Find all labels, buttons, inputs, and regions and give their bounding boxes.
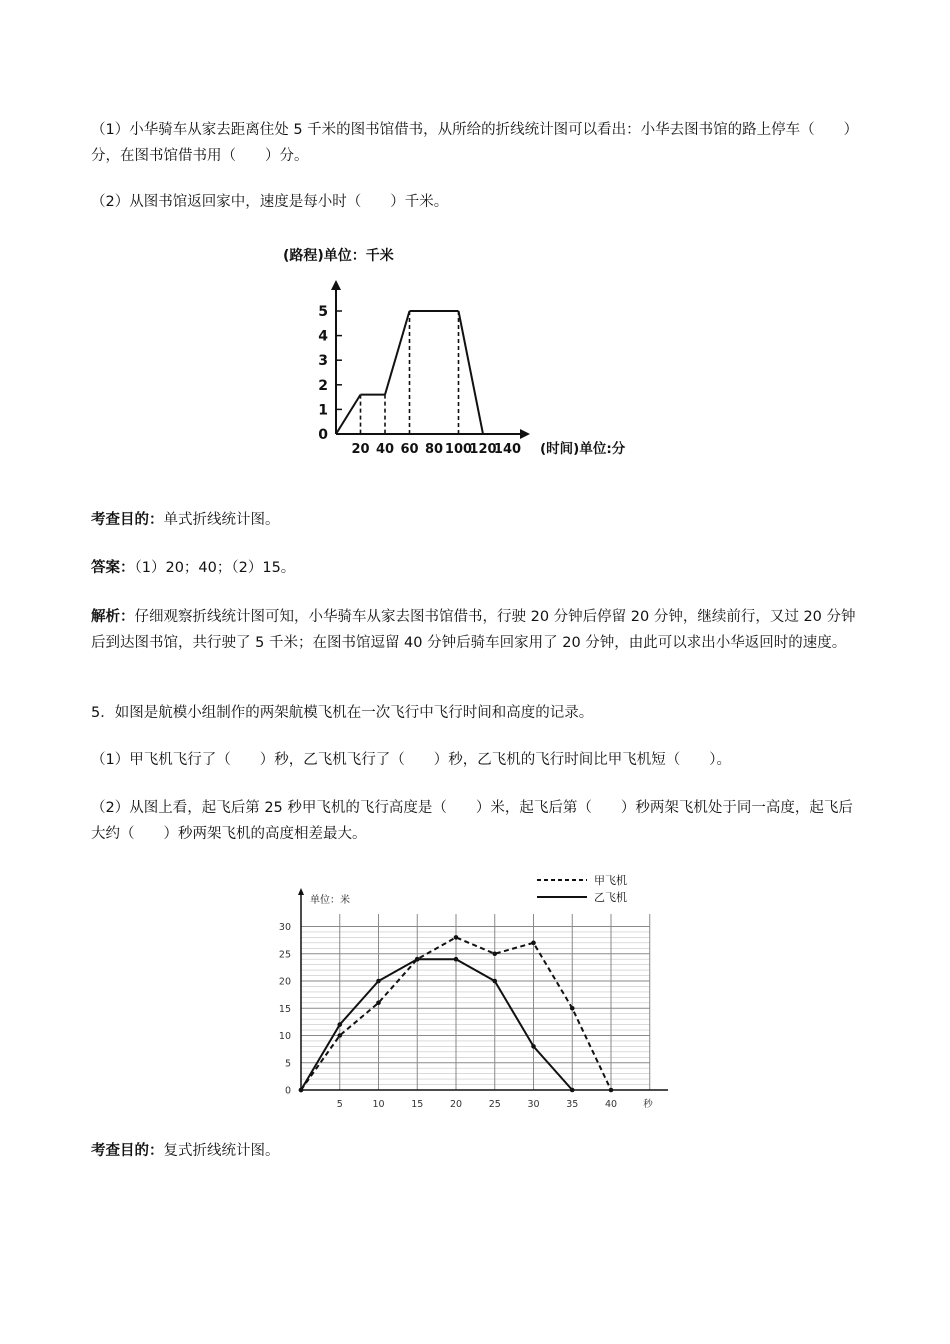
data-point-yi	[415, 957, 420, 962]
answer-label: 答案：	[91, 560, 135, 576]
x-tick-label: 30	[527, 1099, 540, 1110]
legend-label-yi: 乙飞机	[594, 891, 627, 904]
y-tick-label: 15	[278, 1003, 291, 1015]
x-tick-label: 20	[449, 1099, 463, 1110]
purpose-text: 单式折线统计图。	[163, 512, 280, 528]
line-segment	[385, 311, 410, 395]
data-point-yi	[492, 979, 497, 984]
x-tick-label: 40	[604, 1099, 618, 1110]
answer-text: （1）20；40；（2）15。	[134, 560, 296, 576]
x-tick-label: 20	[351, 442, 370, 457]
y-tick-label: 5	[284, 1058, 291, 1070]
purpose-label: 考查目的：	[91, 1143, 164, 1159]
x-tick-label: 5	[336, 1099, 343, 1110]
distance-time-chart	[275, 238, 675, 458]
x-tick-label: 80	[424, 442, 444, 457]
data-point-jia	[492, 951, 497, 956]
data-point-yi	[376, 979, 381, 984]
data-point-jia	[454, 935, 459, 940]
data-point-jia	[531, 941, 536, 946]
x-tick-label: 10	[372, 1099, 385, 1110]
x-tick-label: 100	[444, 442, 473, 457]
y-axis-label: (路程)单位：千米	[283, 248, 394, 264]
y-tick-label: 20	[278, 976, 291, 988]
x-tick-label: 40	[375, 442, 395, 457]
data-point-jia	[376, 1001, 381, 1006]
q4-part2: （2）从图书馆返回家中，速度是每小时（ ）千米。	[91, 194, 449, 210]
y-tick-label: 5	[318, 304, 328, 320]
data-point-yi	[454, 957, 459, 962]
y-tick-label: 2	[318, 377, 328, 394]
q5-intro: 5．如图是航模小组制作的两架航模飞机在一次飞行中飞行时间和高度的记录。	[91, 705, 594, 721]
legend-label-jia: 甲飞机	[594, 874, 627, 887]
q4-answer	[91, 555, 866, 581]
y-tick-label: 0	[284, 1085, 291, 1097]
analysis-label: 解析：	[91, 609, 135, 625]
x-tick-label: 140	[493, 442, 522, 457]
data-point-jia	[609, 1088, 614, 1093]
y-tick-label: 25	[278, 949, 291, 961]
airplane-height-chart	[272, 866, 672, 1116]
x-tick-label: 60	[400, 442, 419, 457]
q4-analysis	[91, 604, 866, 656]
q5-part1: （1）甲飞机飞行了（ ）秒，乙飞机飞行了（ ）秒，乙飞机的飞行时间比甲飞机短（ ）。	[91, 752, 731, 768]
x-tick-label: 25	[488, 1099, 501, 1110]
x-axis-arrow	[520, 429, 530, 439]
line-segment	[336, 395, 361, 434]
q5-purpose	[91, 1138, 866, 1164]
y-axis-arrow	[331, 280, 341, 290]
q4-part1: （1）小华骑车从家去距离住处 5 千米的图书馆借书，从所给的折线统计图可以看出：小华去图书馆的路上停车（ ）分，在图书馆借书用（ ）分。	[91, 122, 859, 164]
data-point-yi	[337, 1022, 342, 1027]
data-point-yi	[570, 1088, 575, 1093]
data-point-yi	[299, 1088, 304, 1093]
x-tick-label: 35	[566, 1099, 579, 1110]
x-tick-label: 15	[411, 1099, 424, 1110]
q5-part2: （2）从图上看，起飞后第 25 秒甲飞机的飞行高度是（ ）米，起飞后第（ ）秒两架飞机处于同一高度，起飞后大约（ ）秒两架飞机的高度相差最大。	[91, 800, 853, 842]
analysis-text: 仔细观察折线统计图可知，小华骑车从家去图书馆借书，行驶 20 分钟后停留 20 分钟，继续前行，又过 20 分钟后到达图书馆，共行驶了 5 千米；在图书馆逗留 40 分钟后骑车回家用了 20 分钟，由此可以求出小华返回时的速度。	[91, 609, 856, 651]
purpose-text: 复式折线统计图。	[163, 1143, 280, 1159]
data-point-jia	[570, 1006, 575, 1011]
y-tick-label: 1	[318, 402, 328, 419]
data-point-jia	[337, 1033, 342, 1038]
y-axis-arrow	[298, 888, 304, 895]
data-point-yi	[531, 1044, 536, 1049]
x-axis-label: (时间)单位:分	[540, 441, 626, 457]
y-axis-label: 单位：米	[310, 895, 350, 906]
x-tick-label: 120	[469, 442, 497, 457]
y-tick-label: 3	[318, 353, 328, 370]
y-tick-label: 30	[278, 922, 291, 933]
y-tick-label: 0	[318, 427, 328, 443]
y-tick-label: 10	[278, 1031, 291, 1042]
x-axis-label: 秒	[643, 1099, 653, 1110]
y-tick-label: 4	[318, 328, 328, 345]
q4-purpose	[91, 507, 866, 533]
purpose-label: 考查目的：	[91, 512, 164, 528]
line-segment	[459, 311, 484, 434]
